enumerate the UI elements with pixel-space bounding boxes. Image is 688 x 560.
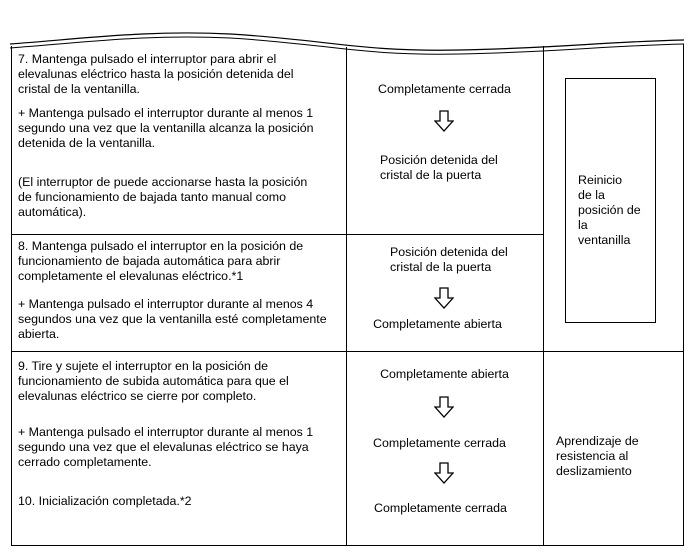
table-border-bottom [11,545,684,546]
step-7-note: + Mantenga pulsado el interruptor durante al menos 1 segundo una vez que la ventanilla alcanza la posición detenida de la ventanilla. [18,106,314,150]
step-9-text: 9. Tire y sujete el interruptor en la posición de funcionamiento de subida automática para que el elevalunas eléctrico se cierre por completo. [18,359,289,403]
step-7-text: 7. Mantenga pulsado el interruptor para abrir el elevalunas eléctrico hasta la posición detenida del cristal de la ventanilla. [18,52,294,96]
row-divider-2 [11,351,683,352]
step-8-note: + Mantenga pulsado el interruptor durante al menos 4 segundos una vez que la ventanilla esté completamente abierta. [18,297,327,341]
down-arrow-icon [434,396,454,418]
row2-state-from: Posición detenida del cristal de la puerta [390,245,508,274]
table-border-left [11,46,12,545]
down-arrow-icon [434,110,454,132]
row-divider-1 [11,234,543,235]
learning-label: Aprendizaje de resistencia al deslizamiento [556,434,639,478]
step-8-text: 8. Mantenga pulsado el interruptor en la posición de funcionamiento de bajada automática para abrir completamente el elevalunas eléctrico.*1 [18,239,304,283]
wavy-top-border [0,0,688,60]
step-7-remark: (El interruptor de puede accionarse hasta la posición de funcionamiento de bajada tanto manual como automática). [18,175,308,219]
table-divider-2 [543,46,544,545]
row3-state-3: Completamente cerrada [374,501,507,515]
reset-position-label: Reinicio de la posición de la ventanilla [578,173,641,247]
row3-state-1: Completamente abierta [380,367,509,381]
step-10-text: 10. Inicialización completada.*2 [18,494,192,508]
row2-state-to: Completamente abierta [373,317,502,331]
row3-state-2: Completamente cerrada [373,436,506,450]
table-border-right [683,44,684,545]
table-divider-1 [346,47,347,545]
row1-state-to: Posición detenida del cristal de la puerta [380,153,498,182]
down-arrow-icon [434,462,454,484]
down-arrow-icon [434,287,454,309]
row1-state-from: Completamente cerrada [378,82,511,96]
step-9-note: + Mantenga pulsado el interruptor durante al menos 1 segundo una vez que el elevalunas eléctrico se haya cerrado completamente. [18,425,314,469]
